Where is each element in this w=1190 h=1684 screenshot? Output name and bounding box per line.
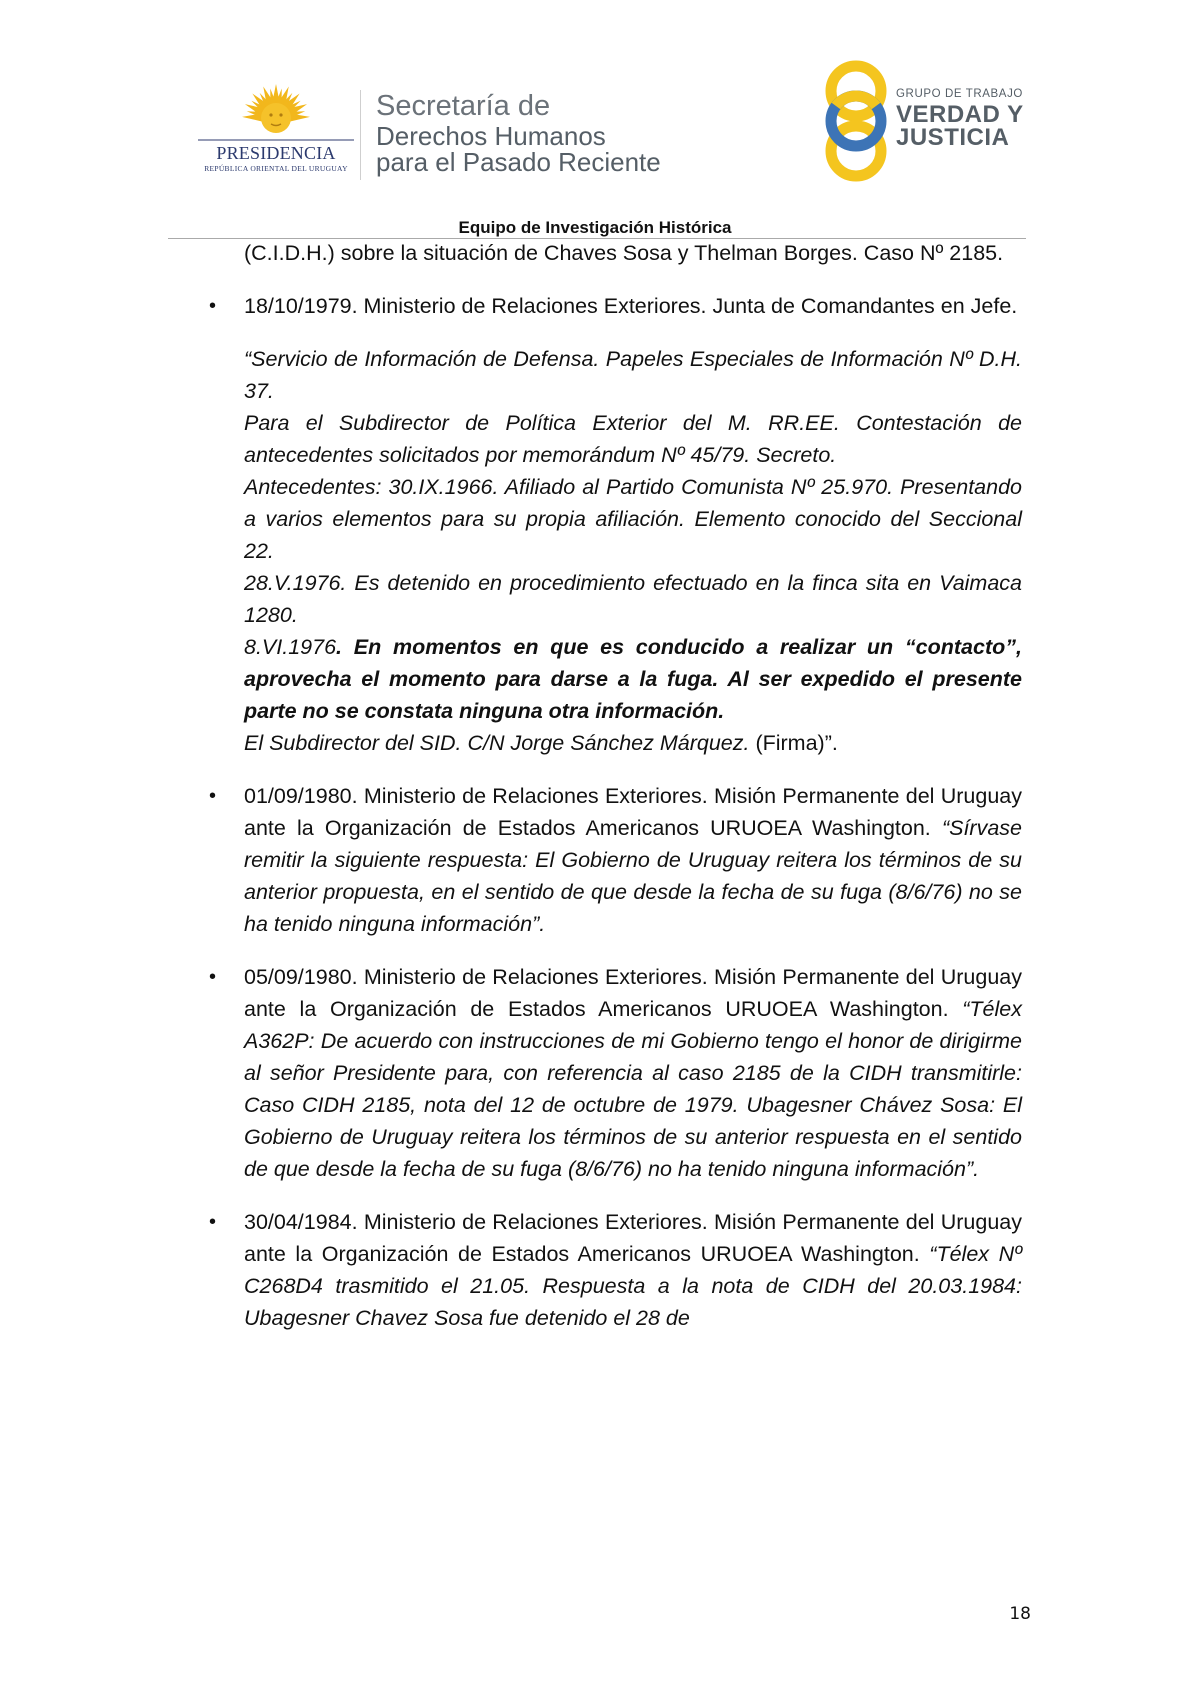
presidencia-subtitle: REPÚBLICA ORIENTAL DEL URUGUAY	[204, 164, 348, 173]
list-item	[209, 780, 1022, 940]
list-item	[209, 290, 1022, 322]
bullet-icon: •	[209, 785, 217, 807]
list-item-quote: “Télex A362P: De acuerdo con instrucciones de mi Gobierno tengo el honor de dirigirme al señor Presidente para, con referencia al caso 2185 de la CIDH transmitirle: Caso CIDH 2185, nota del 12 de octubre de 1979. Ubagesner Chávez Sosa: El Gobierno de Uruguay reitera los términos de su anterior respuesta en el sentido de que desde la fecha de su fuga (8/6/76) no ha tenido ninguna información”.	[244, 997, 1022, 1181]
page-header	[0, 0, 1190, 240]
list-item	[209, 1206, 1022, 1334]
list-item-lead: 30/04/1984. Ministerio de Relaciones Exteriores. Misión Permanente del Uruguay ante la Organización de Estados Americanos URUOEA Washington.	[244, 1210, 1022, 1266]
quote-date: 8.VI.1976	[244, 635, 337, 659]
quote-line: “Servicio de Información de Defensa. Papeles Especiales de Información Nº D.H. 37.	[244, 347, 1022, 403]
bullet-icon: •	[209, 295, 217, 317]
presidencia-wordmark: PRESIDENCIA	[216, 143, 336, 163]
page-number: 18	[1009, 1604, 1031, 1624]
quote-signature	[244, 727, 1022, 759]
verdad-label: VERDAD Y	[896, 101, 1024, 128]
list-item-text	[244, 1206, 1022, 1334]
list-item-quote: “Télex Nº C268D4 trasmitido el 21.05. Respuesta a la nota de CIDH del 20.03.1984: Ubagesner Chavez Sosa fue detenido el 28 de	[244, 1242, 1022, 1330]
bullet-icon: •	[209, 1211, 217, 1233]
justicia-label: JUSTICIA	[896, 124, 1010, 151]
list-item-lead: 01/09/1980. Ministerio de Relaciones Exteriores. Misión Permanente del Uruguay ante la Organización de Estados Americanos URUOEA Washington.	[244, 784, 1022, 840]
quote-line: Antecedentes: 30.IX.1966. Afiliado al Partido Comunista Nº 25.970. Presentando a varios elementos para su propia afiliación. Elemento conocido del Seccional 22.	[244, 475, 1022, 563]
list-item-quote: “Sírvase remitir la siguiente respuesta: El Gobierno de Uruguay reitera los términos de su anterior propuesta, en el sentido de que desde la fecha de su fuga (8/6/76) no se ha tenido ninguna información”.	[244, 816, 1022, 936]
team-heading: Equipo de Investigación Histórica	[458, 218, 732, 237]
list-item-text: 18/10/1979. Ministerio de Relaciones Exteriores. Junta de Comandantes en Jefe.	[244, 294, 1018, 318]
secretaria-title-line-1: Secretaría de	[376, 90, 551, 122]
document-body	[209, 237, 1022, 1334]
quote-line: 28.V.1976. Es detenido en procedimiento efectuado en la finca sita en Vaimaca 1280.	[244, 571, 1022, 627]
list-item	[209, 961, 1022, 1185]
grupo-de-trabajo-label: GRUPO DE TRABAJO	[896, 88, 1023, 100]
list-item-text	[244, 780, 1022, 940]
secretaria-title-line-2: Derechos Humanos	[376, 121, 606, 151]
header-divider	[360, 90, 361, 180]
quote-line	[244, 631, 1022, 727]
quote-line: Para el Subdirector de Política Exterior del M. RR.EE. Contestación de antecedentes solicitados por memorándum Nº 45/79. Secreto.	[244, 411, 1022, 467]
quote-signature-mark: (Firma)”.	[749, 731, 838, 755]
quote-text: . En momentos en que es conducido a realizar un “contacto”, aprovecha el momento para darse a la fuga. Al ser expedido el presente parte no se constata ninguna otra información.	[244, 635, 1022, 723]
list-item-text	[244, 961, 1022, 1185]
quoted-document	[244, 343, 1022, 759]
secretaria-title-line-3: para el Pasado Reciente	[376, 147, 661, 177]
quote-signer: El Subdirector del SID. C/N Jorge Sánchez Márquez.	[244, 731, 750, 755]
list-item-lead: 05/09/1980. Ministerio de Relaciones Exteriores. Misión Permanente del Uruguay ante la Organización de Estados Americanos URUOEA Washington.	[244, 965, 1022, 1021]
continuation-paragraph: (C.I.D.H.) sobre la situación de Chaves Sosa y Thelman Borges. Caso Nº 2185.	[244, 241, 1004, 265]
bullet-icon: •	[209, 966, 217, 988]
